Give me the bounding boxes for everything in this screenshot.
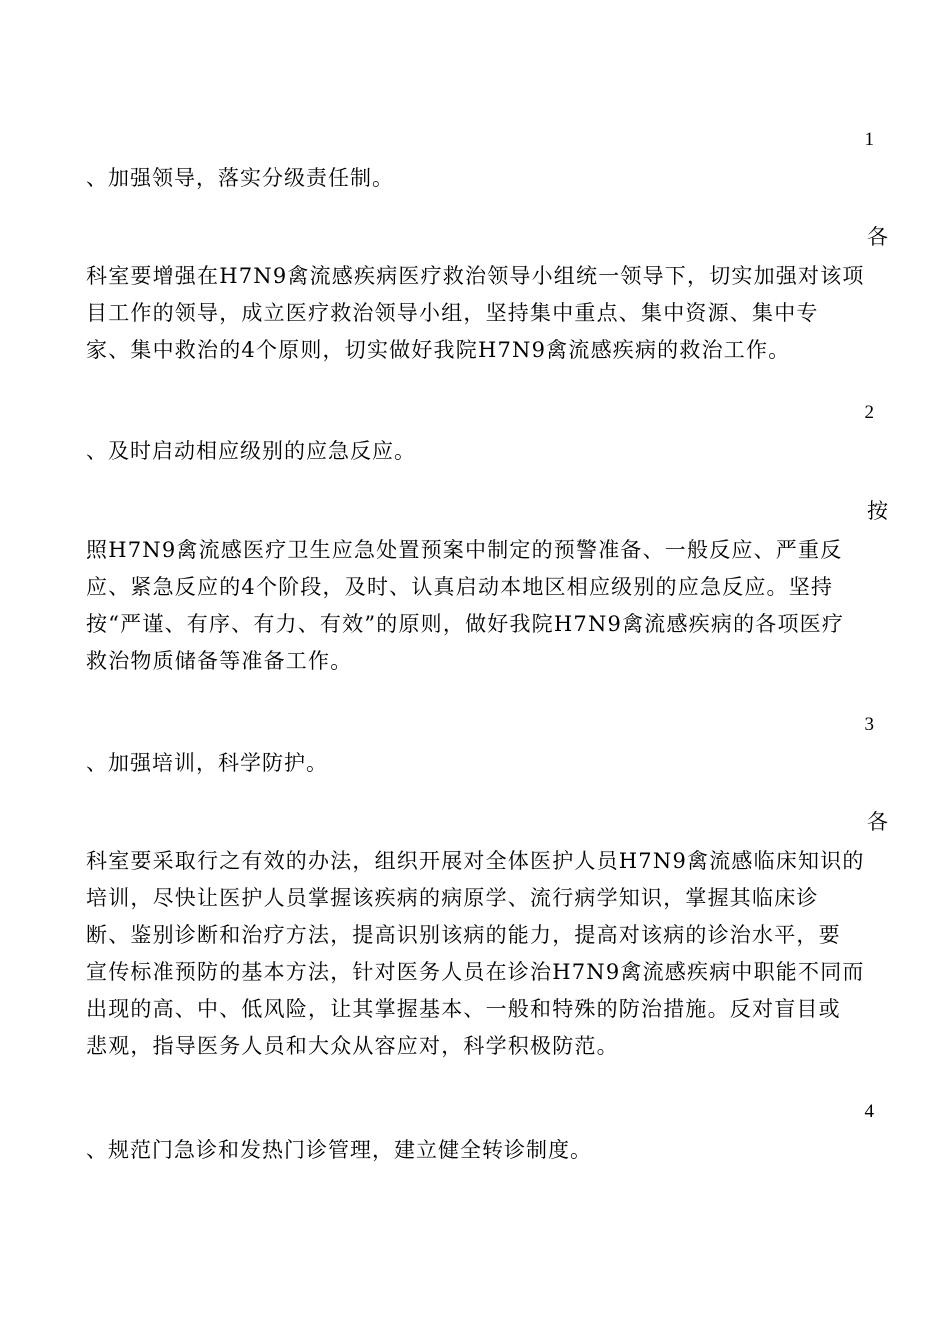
- section-1-lead-char: 各: [867, 225, 888, 249]
- section-3-lead-char: 各: [867, 810, 888, 834]
- paragraph-line: 断、鉴别诊断和治疗方法，提高识别该病的能力，提高对该病的诊治水平，要: [86, 923, 841, 947]
- paragraph-line: 培训，尽快让医护人员掌握该疾病的病原学、流行病学知识，掌握其临床诊: [86, 886, 819, 910]
- paragraph-line: 救治物质储备等准备工作。: [86, 649, 353, 673]
- section-2-heading: 、及时启动相应级别的应急反应。: [86, 439, 416, 463]
- paragraph-line: 悲观，指导医务人员和大众从容应对，科学积极防范。: [86, 1034, 619, 1058]
- section-2-lead-char: 按: [867, 499, 888, 523]
- paragraph-line: 按“严谨、有序、有力、有效”的原则，做好我院H7N9禽流感疾病的各项医疗: [86, 612, 845, 636]
- paragraph-line: 科室要采取行之有效的办法，组织开展对全体医护人员H7N9禽流感临床知识的: [86, 849, 865, 873]
- section-3-paragraph: [86, 843, 866, 1065]
- paragraph-line: 出现的高、中、低风险，让其掌握基本、一般和特殊的防治措施。反对盲目或: [86, 997, 841, 1021]
- paragraph-line: 照H7N9禽流感医疗卫生应急处置预案中制定的预警准备、一般反应、严重反: [86, 538, 843, 562]
- section-4-number: 4: [864, 1101, 874, 1122]
- paragraph-line: 应、紧急反应的4个阶段，及时、认真启动本地区相应级别的应急反应。坚持: [86, 575, 834, 599]
- paragraph-line: 科室要增强在H7N9禽流感疾病医疗救治领导小组统一领导下，切实加强对该项: [86, 264, 865, 288]
- section-2-number: 2: [864, 402, 874, 423]
- paragraph-line: 目工作的领导，成立医疗救治领导小组，坚持集中重点、集中资源、集中专: [86, 301, 819, 325]
- paragraph-line: 家、集中救治的4个原则，切实做好我院H7N9禽流感疾病的救治工作。: [86, 338, 791, 362]
- section-3-heading: 、加强培训，科学防护。: [86, 751, 328, 775]
- paragraph-line: 宣传标准预防的基本方法，针对医务人员在诊治H7N9禽流感疾病中职能不同而: [86, 960, 865, 984]
- section-4-heading: 、规范门急诊和发热门诊管理，建立健全转诊制度。: [86, 1138, 592, 1162]
- section-1-number: 1: [864, 129, 874, 150]
- section-1-paragraph: [86, 258, 866, 369]
- section-3-number: 3: [864, 714, 874, 735]
- section-2-paragraph: [86, 532, 866, 680]
- section-1-heading: 、加强领导，落实分级责任制。: [86, 166, 394, 190]
